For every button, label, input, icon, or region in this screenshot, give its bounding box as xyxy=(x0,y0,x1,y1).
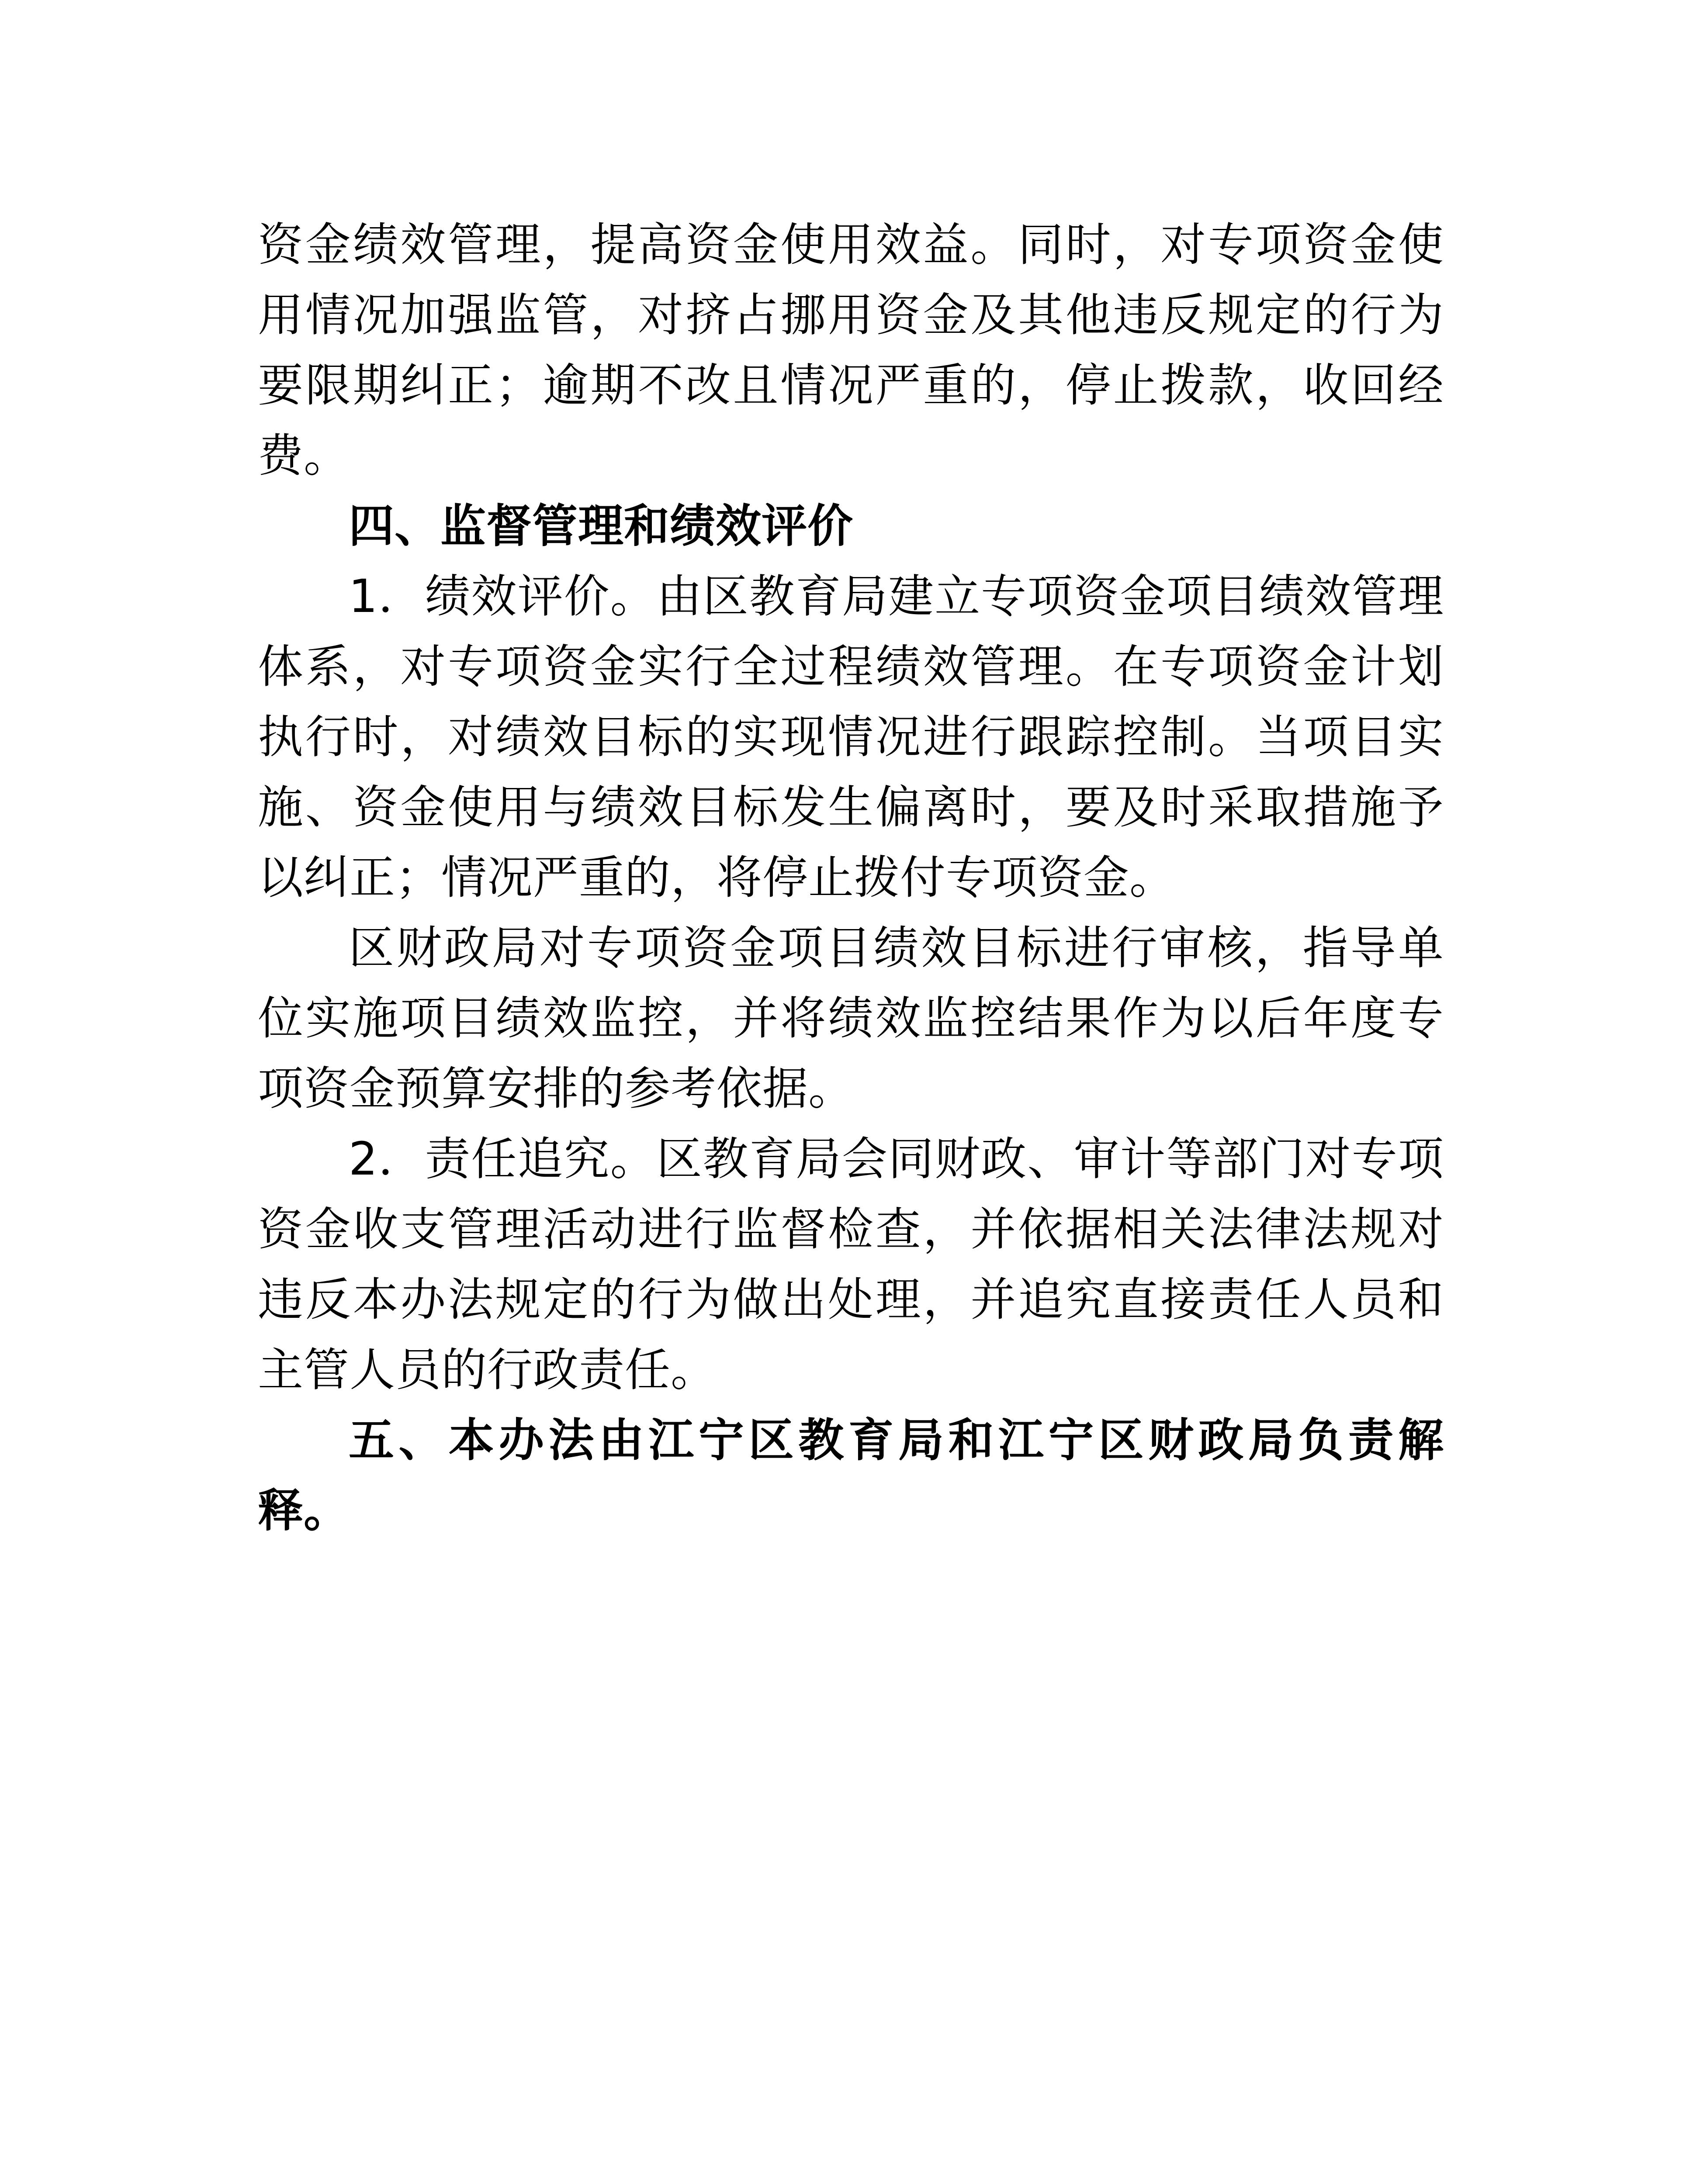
paragraph-funding-oversight: 资金绩效管理，提高资金使用效益。同时，对专项资金使用情况加强监管，对挤占挪用资金及其他违反规定的行为要限期纠正；逾期不改且情况严重的，停止拨款，收回经费。 xyxy=(258,218,1444,482)
paragraph-finance-bureau-review: 区财政局对专项资金项目绩效目标进行审核，指导单位实施项目绩效监控，并将绩效监控结果作为以后年度专项资金预算安排的参考依据。 xyxy=(258,921,1444,1115)
section-heading-supervision: 四、监督管理和绩效评价 xyxy=(349,499,854,553)
paragraph-performance-evaluation: 1．绩效评价。由区教育局建立专项资金项目绩效管理体系，对专项资金实行全过程绩效管理。在专项资金计划执行时，对绩效目标的实现情况进行跟踪控制。当项目实施、资金使用与绩效目标发生偏离时，要及时采取措施予以纠正；情况严重的，将停止拨付专项资金。 xyxy=(258,570,1444,904)
section-heading-interpretation: 五、本办法由江宁区教育局和江宁区财政局负责解释。 xyxy=(258,1413,1444,1537)
paragraph-accountability: 2．责任追究。区教育局会同财政、审计等部门对专项资金收支管理活动进行监督检查，并依据相关法律法规对违反本办法规定的行为做出处理，并追究直接责任人员和主管人员的行政责任。 xyxy=(258,1132,1444,1396)
body-text xyxy=(258,210,1444,1546)
